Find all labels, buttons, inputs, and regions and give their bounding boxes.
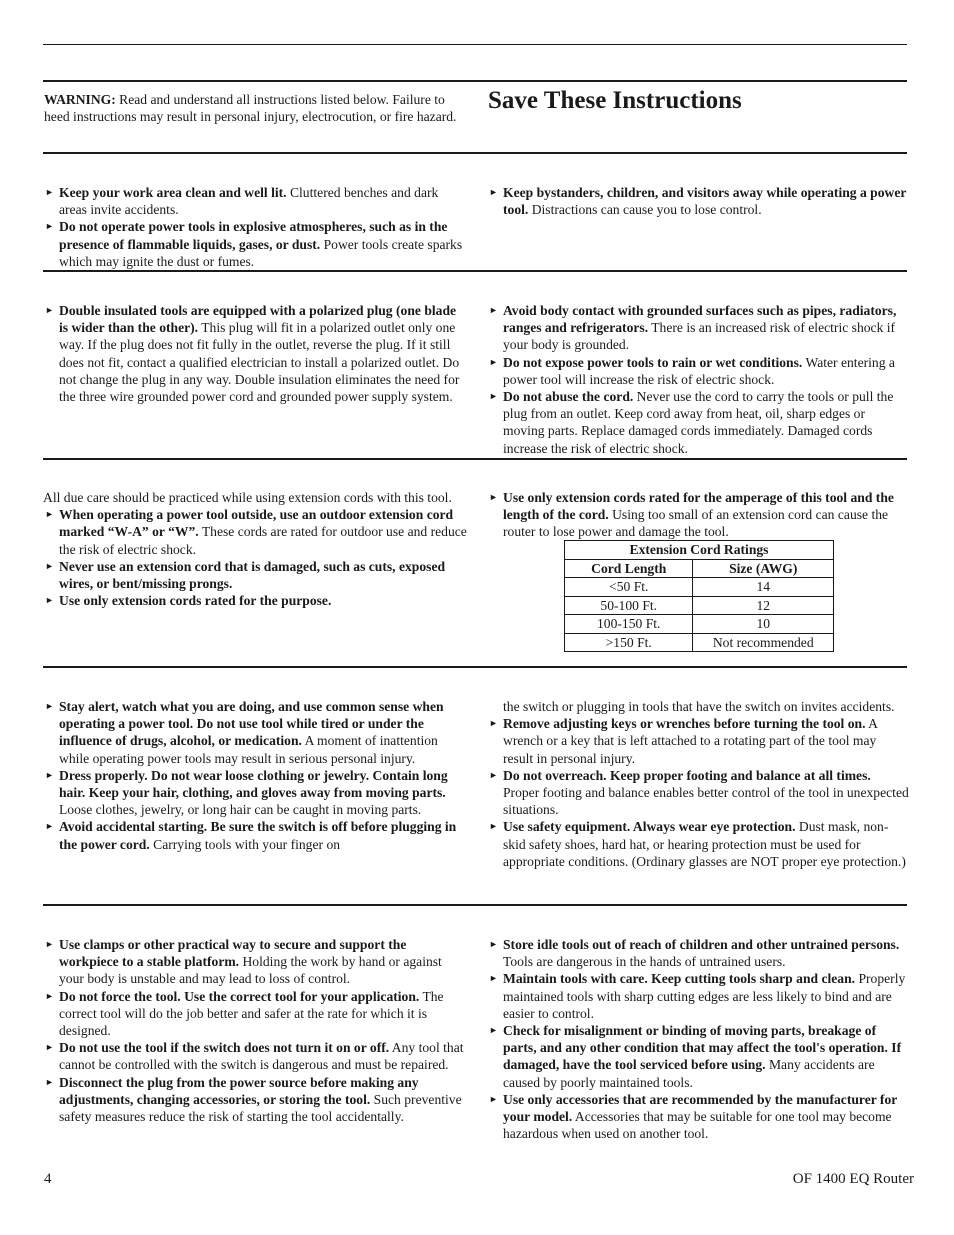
personal-safety-right: [487, 698, 909, 870]
bullet-icon: ►: [489, 305, 498, 315]
table-row: <50 Ft. 14: [565, 578, 834, 597]
list-item: ► Do not overreach. Keep proper footing and balance at all times. Proper footing and balance enables better control of the tool in unexpected situations.: [489, 767, 909, 818]
continued-text: the switch or plugging in tools that have the switch on invites accidents.: [503, 699, 895, 714]
warning-text: [44, 91, 464, 125]
bullet-icon: ►: [489, 356, 498, 367]
bullet-icon: ►: [489, 939, 498, 949]
bullet-icon: ►: [45, 769, 54, 780]
bullet-icon: ►: [489, 821, 498, 832]
list-item: ► Check for misalignment or binding of moving parts, breakage of parts, and any other condition that may affect the tool's operation. If damaged, have the tool serviced before using. Many accidents are caused by poorly maintained tools.: [489, 1023, 902, 1090]
list-item: ► Use safety equipment. Always wear eye protection. Dust mask, non-skid safety shoes, hard hat, or hearing protection must be used for appropriate conditions. (Ordinary glasses are NOT proper eye protection.): [489, 819, 906, 869]
table-header: Cord Length: [565, 559, 693, 578]
bullet-icon: ►: [489, 718, 498, 729]
section-divider: [43, 152, 907, 154]
bullet-icon: ►: [45, 221, 54, 232]
work-area-right: [487, 184, 909, 218]
electrical-left: [43, 302, 468, 405]
list-item: ► Never use an extension cord that is damaged, such as cuts, exposed wires, or bent/missing prongs.: [45, 558, 446, 592]
list-item: ► Do not force the tool. Use the correct tool for your application. The correct tool will do the job better and safer at the rate for which it is designed.: [45, 988, 444, 1039]
section-divider: [43, 80, 907, 82]
bullet-icon: ►: [489, 187, 498, 197]
list-item: ► Use only extension cords rated for the purpose.: [45, 593, 332, 609]
bullet-icon: ►: [489, 769, 498, 780]
bullet-icon: ►: [45, 1042, 54, 1053]
bullet-icon: ►: [45, 821, 54, 832]
list-item: ► Maintain tools with care. Keep cutting tools sharp and clean. Properly maintained tools with sharp cutting edges are less likely to bind and are easier to control.: [489, 971, 906, 1021]
extension-cord-right: [487, 489, 909, 541]
list-item: ► Use only accessories that are recommended by the manufacturer for your model. Accessories that may be suitable for one tool may become hazardous when used on another tool.: [489, 1091, 898, 1142]
list-item: ► Do not expose power tools to rain or wet conditions. Water entering a power tool will increase the risk of electric shock.: [489, 354, 895, 387]
bullet-icon: ►: [45, 1076, 54, 1087]
tool-use-left: [43, 936, 468, 1125]
bullet-icon: ►: [489, 973, 498, 984]
bullet-icon: ►: [489, 1093, 498, 1104]
section-divider: [43, 904, 907, 906]
bullet-icon: ►: [45, 939, 54, 949]
table-row: 100-150 Ft. 10: [565, 615, 834, 634]
list-item: ► Do not operate power tools in explosive atmospheres, such as in the presence of flammable liquids, gases, or dust. Power tools create sparks which may ignite the dust or fumes.: [45, 219, 463, 269]
bullet-icon: ►: [489, 391, 498, 402]
bullet-icon: ►: [45, 305, 54, 315]
tool-use-right: [487, 936, 909, 1142]
bullet-icon: ►: [45, 187, 54, 197]
work-area-left: [43, 184, 468, 270]
list-item: ► Double insulated tools are equipped with a polarized plug (one blade is wider than the other). This plug will fit in a polarized outlet only one way. If the plug does not fit fully in the outlet, reverse the plug. If it still does not fit, contact a qualified electrician to install a polarized outlet. Do not change the plug in any way. Double insulation eliminates the need for the three wire grounded power cord and grounded power supply system.: [45, 303, 460, 405]
list-item: ► Disconnect the plug from the power source before making any adjustments, changing accessories, or storing the tool. Such preventive safety measures reduce the risk of starting the tool accidentally.: [45, 1074, 462, 1125]
bullet-icon: ►: [45, 560, 54, 571]
table-header: Size (AWG): [693, 559, 834, 578]
table-row: 50-100 Ft. 12: [565, 596, 834, 615]
bullet-icon: ►: [489, 492, 498, 502]
warning-label: WARNING:: [44, 92, 116, 107]
extension-intro: All due care should be practiced while using extension cords with this tool.: [43, 490, 452, 505]
list-item: ► Stay alert, watch what you are doing, and use common sense when operating a power tool. Do not use tool while tired or under the influence of drugs, alcohol, or medication. A moment of inattention while operating power tools may result in serious personal injury.: [45, 699, 444, 766]
list-item: ► Avoid accidental starting. Be sure the switch is off before plugging in the power cord. Carrying tools with your finger on: [45, 819, 457, 852]
list-item: ► Store idle tools out of reach of children and other untrained persons. Tools are dangerous in the hands of untrained users.: [489, 937, 900, 970]
list-item: ► Avoid body contact with grounded surfaces such as pipes, radiators, ranges and refrigerators. There is an increased risk of electric shock if your body is grounded.: [489, 303, 897, 353]
list-item: ► Keep bystanders, children, and visitors away while operating a power tool. Distractions can cause you to lose control.: [489, 185, 907, 218]
list-item: ► Use only extension cords rated for the amperage of this tool and the length of the cord. Using too small of an extension cord can cause the router to lose power and damage the tool.: [489, 490, 894, 540]
warning-body: Read and understand all instructions listed below. Failure to heed instructions may result in personal injury, electrocution, or fire hazard.: [44, 92, 457, 125]
section-divider: [43, 666, 907, 668]
list-item: ► When operating a power tool outside, use an outdoor extension cord marked “W-A” or “W”. These cords are rated for outdoor use and reduce the risk of electric shock.: [45, 507, 467, 557]
top-divider: [43, 44, 907, 45]
list-item: ► Do not use the tool if the switch does not turn it on or off. Any tool that cannot be controlled with the switch is dangerous and must be repaired.: [45, 1040, 464, 1073]
list-item: ► Keep your work area clean and well lit. Cluttered benches and dark areas invite accidents.: [45, 185, 439, 218]
list-item: ► Do not abuse the cord. Never use the cord to carry the tools or pull the plug from an outlet. Keep cord away from heat, oil, sharp edges or moving parts. Replace damaged cords immediately. Damaged cords increase the risk of electric shock.: [489, 389, 894, 456]
bullet-icon: ►: [45, 595, 54, 606]
section-divider: [43, 458, 907, 460]
section-divider: [43, 270, 907, 272]
table-caption: Extension Cord Ratings: [565, 541, 834, 560]
bullet-icon: ►: [45, 990, 54, 1001]
product-name: OF 1400 EQ Router: [792, 1171, 914, 1187]
electrical-right: [487, 302, 909, 457]
bullet-icon: ►: [45, 509, 54, 520]
page-title: Save These Instructions: [488, 87, 742, 114]
list-item: ► Use clamps or other practical way to secure and support the workpiece to a stable platform. Holding the work by hand or against your body is unstable and may lead to loss of control.: [45, 937, 442, 987]
extension-cord-ratings-table: [564, 540, 834, 652]
bullet-icon: ►: [489, 1025, 498, 1036]
list-item: ► Remove adjusting keys or wrenches before turning the tool on. A wrench or a key that is left attached to a rotating part of the tool may result in personal injury.: [489, 716, 878, 766]
bullet-icon: ►: [45, 701, 54, 711]
list-item: ► Dress properly. Do not wear loose clothing or jewelry. Contain long hair. Keep your hair, clothing, and gloves away from moving parts. Loose clothes, jewelry, or long hair can be caught in moving parts.: [45, 767, 448, 818]
extension-cord-left: [43, 489, 468, 609]
personal-safety-left: [43, 698, 468, 853]
page-number: 4: [44, 1171, 52, 1187]
table-row: >150 Ft. Not recommended: [565, 633, 834, 652]
